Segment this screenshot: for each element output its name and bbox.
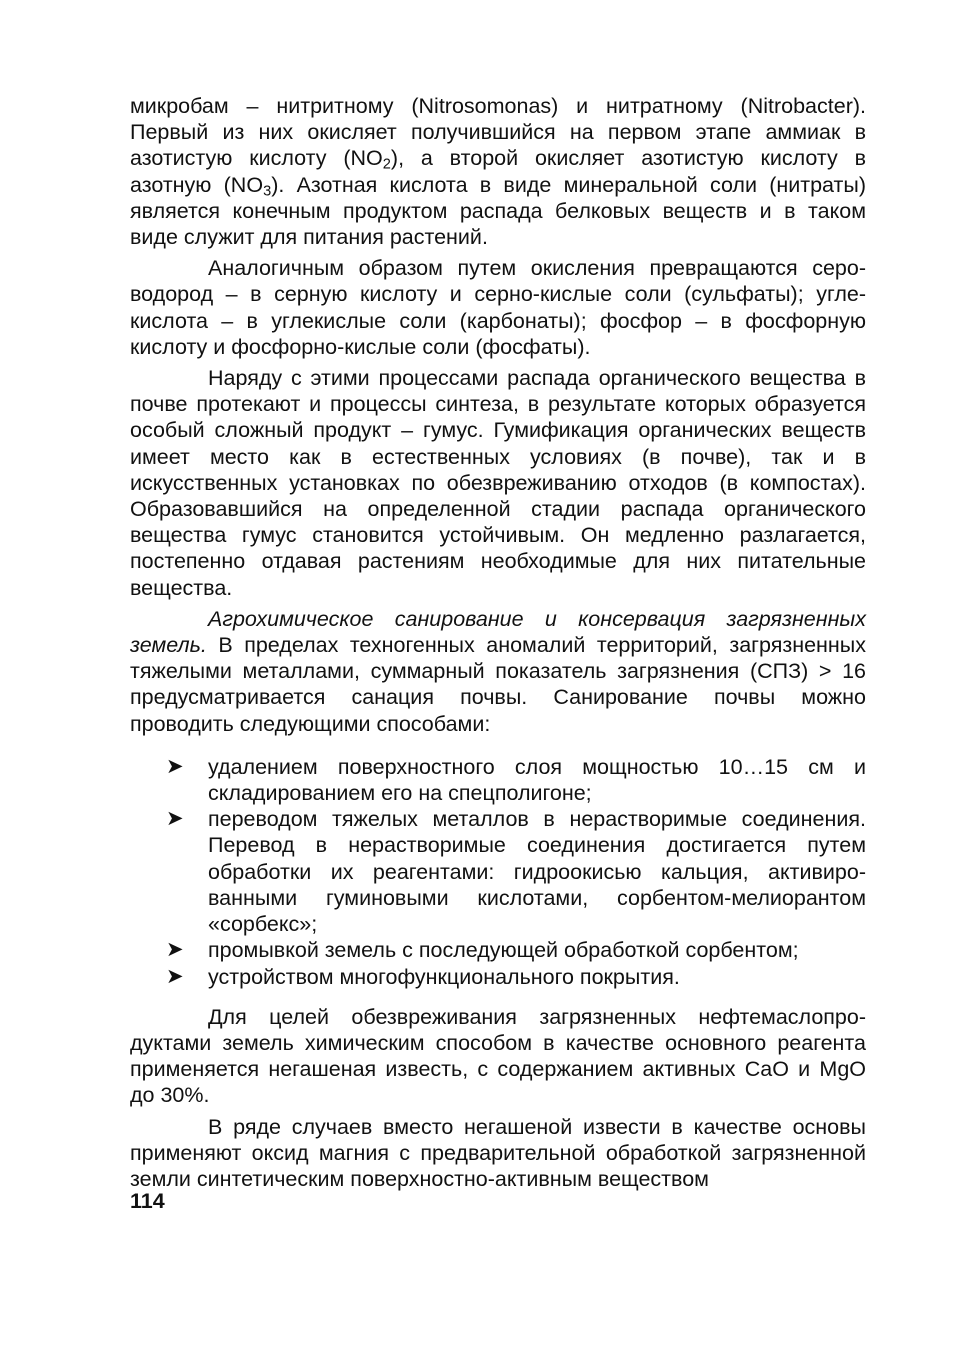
list-item <box>130 806 866 937</box>
arrow-bullet-icon: ➤ <box>166 754 184 778</box>
paragraph-humus: Наряду с этими процессами распада органического вещества в почве протекают и процессы синтеза, в результате которых образуется особый сложный продукт – гумус. Гумификация органических веществ имеет место как в естественных условиях (в почве), так и в искусственных установках по обезвреживанию отходов (в компостах). Образовавшийся на определенной стадии распада органического вещества гумус становится устойчивым. Он медленно разлагается, постепенно отдавая растениям необходимые для них питательные вещества. <box>130 366 866 600</box>
list-item <box>130 754 866 806</box>
paragraph-oxidation: Аналогичным образом путем окисления превращаются сероводород – в серную кислоту и серно-кислые соли (сульфаты); углекислота – в углекислые соли (карбонаты); фосфор – в фосфорную кислоту и фосфорно-кислые соли (фосфаты). <box>130 256 866 359</box>
section-heading-italic: Агрохимическое санирование и консервация загрязненных земель. <box>130 606 866 658</box>
arrow-bullet-icon: ➤ <box>166 964 184 988</box>
subscript: 2 <box>382 157 391 174</box>
paragraph-text: микробам – нитритному (Nitrosomonas) и нитратному (Nitrobacter). Первый из них окисляет получившийся на первом этапе аммиак в азотистую кислоту (NO <box>130 94 866 171</box>
list-item-text: удалением поверхностного слоя мощностью 10…15 см и складированием его на спецполигоне; <box>208 754 866 806</box>
paragraph-nitrification <box>130 93 866 250</box>
paragraph-text: ). Азотная кислота в виде минеральной соли (нитраты) является конечным продуктом распада белковых веществ и в таком виде служит для питания растений. <box>130 172 867 250</box>
paragraph-sanitation <box>130 606 866 737</box>
list-item-text: промывкой земель с последующей обработкой сорбентом; <box>208 938 799 963</box>
paragraph-text: ), а второй окисляет азотистую кислоту в азотную (NO <box>130 146 866 197</box>
paragraph-lime: Для целей обезвреживания загрязненных нефтемаслопродуктами земель химическим способом в качестве основного реагента применяется негашеная известь, с содержанием активных CaO и MgO до 30%. <box>130 1004 866 1108</box>
paragraph-magnesium: В ряде случаев вместо негашеной извести в качестве основы применяют оксид магния с предварительной обработкой загрязненной земли синтетическим поверхностно-активным веществом <box>130 1114 866 1191</box>
page-body <box>130 93 866 1192</box>
paragraph-text: В пределах техногенных аномалий территорий, загрязненных тяжелыми металлами, суммарный показатель загрязнения (СПЗ) > 16 предусматривается санация почвы. Санирование почвы можно проводить следующими способами: <box>130 633 866 736</box>
list-item-text: устройством многофункционального покрытия. <box>208 964 680 989</box>
list-item-text: переводом тяжелых металлов в нерастворимые соединения. Перевод в нерастворимые соединения достигается путем обработки их реагентами: гидроокисью кальция, активированными гуминовыми кислотами, сорбентом-мелиорантом «сорбекс»; <box>208 807 866 937</box>
list-item <box>130 937 866 963</box>
arrow-bullet-icon: ➤ <box>166 938 184 962</box>
list-item <box>130 964 866 990</box>
methods-list <box>130 754 866 990</box>
page-number: 114 <box>130 1189 165 1213</box>
subscript: 3 <box>263 183 272 200</box>
arrow-bullet-icon: ➤ <box>166 807 184 831</box>
